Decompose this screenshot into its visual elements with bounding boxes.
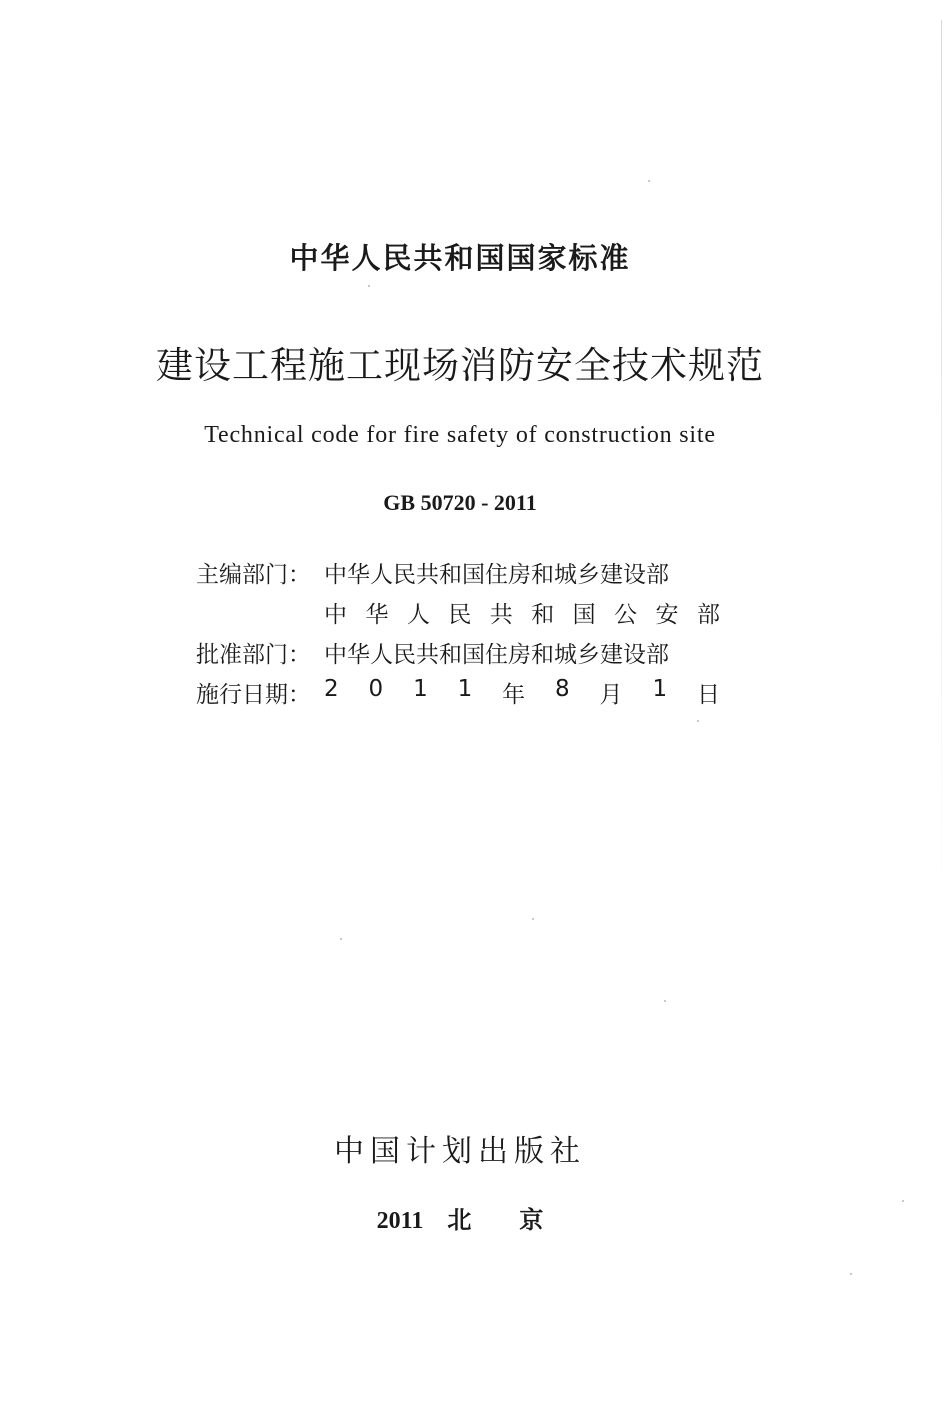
scan-speck — [664, 1000, 666, 1002]
editor-value-2 — [324, 596, 720, 629]
approver-value: 中华人民共和国住房和城乡建设部 — [324, 642, 669, 668]
date-char: 月 — [599, 682, 623, 708]
approver-label: 批准部门： — [196, 642, 311, 668]
editor-value-2-char: 民 — [448, 602, 472, 628]
editor-value-2-char: 华 — [365, 602, 389, 628]
editor-value-2-char: 共 — [489, 602, 513, 628]
date-char: 年 — [502, 682, 526, 708]
effective-date-label: 施行日期： — [196, 682, 311, 708]
standard-series-heading: 中华人民共和国国家标准 — [289, 241, 631, 275]
title-chinese: 建设工程施工现场消防安全技术规范 — [156, 344, 764, 387]
editor-value-2-char: 和 — [531, 602, 555, 628]
date-char: 1 — [457, 676, 473, 702]
editor-value-2-char: 人 — [406, 602, 430, 628]
imprint-year: 2011 — [376, 1208, 424, 1234]
imprint-line — [0, 1200, 920, 1235]
scan-speck — [697, 720, 699, 722]
date-char: 8 — [555, 676, 570, 702]
scan-speck — [532, 918, 534, 920]
date-char: 1 — [413, 676, 428, 702]
scan-speck — [902, 1200, 904, 1202]
editor-value-2-char: 安 — [655, 602, 679, 628]
imprint-city-part2: 京 — [519, 1206, 544, 1234]
date-char: 2 — [324, 676, 339, 702]
imprint-city-part1: 北 — [447, 1206, 472, 1234]
page-edge-shadow — [941, 20, 942, 920]
scan-speck — [850, 1273, 852, 1275]
scan-speck — [368, 285, 370, 287]
editor-value-2-char: 国 — [572, 602, 596, 628]
scan-speck — [340, 938, 342, 940]
editor-value: 中华人民共和国住房和城乡建设部 — [324, 562, 669, 588]
editor-label: 主编部门： — [196, 562, 311, 588]
editor-value-2-char: 部 — [696, 602, 720, 628]
effective-date-value — [324, 676, 720, 709]
publisher-name: 中国计划出版社 — [334, 1134, 586, 1169]
date-char: 日 — [696, 682, 720, 708]
standard-number: GB 50720 - 2011 — [383, 490, 537, 515]
date-char: 1 — [652, 676, 668, 702]
title-english: Technical code for fire safety of construction site — [204, 422, 716, 448]
editor-value-2-char: 中 — [324, 602, 347, 628]
editor-value-2-char: 公 — [614, 602, 638, 628]
date-char: 0 — [368, 676, 384, 702]
scan-speck — [648, 180, 650, 182]
